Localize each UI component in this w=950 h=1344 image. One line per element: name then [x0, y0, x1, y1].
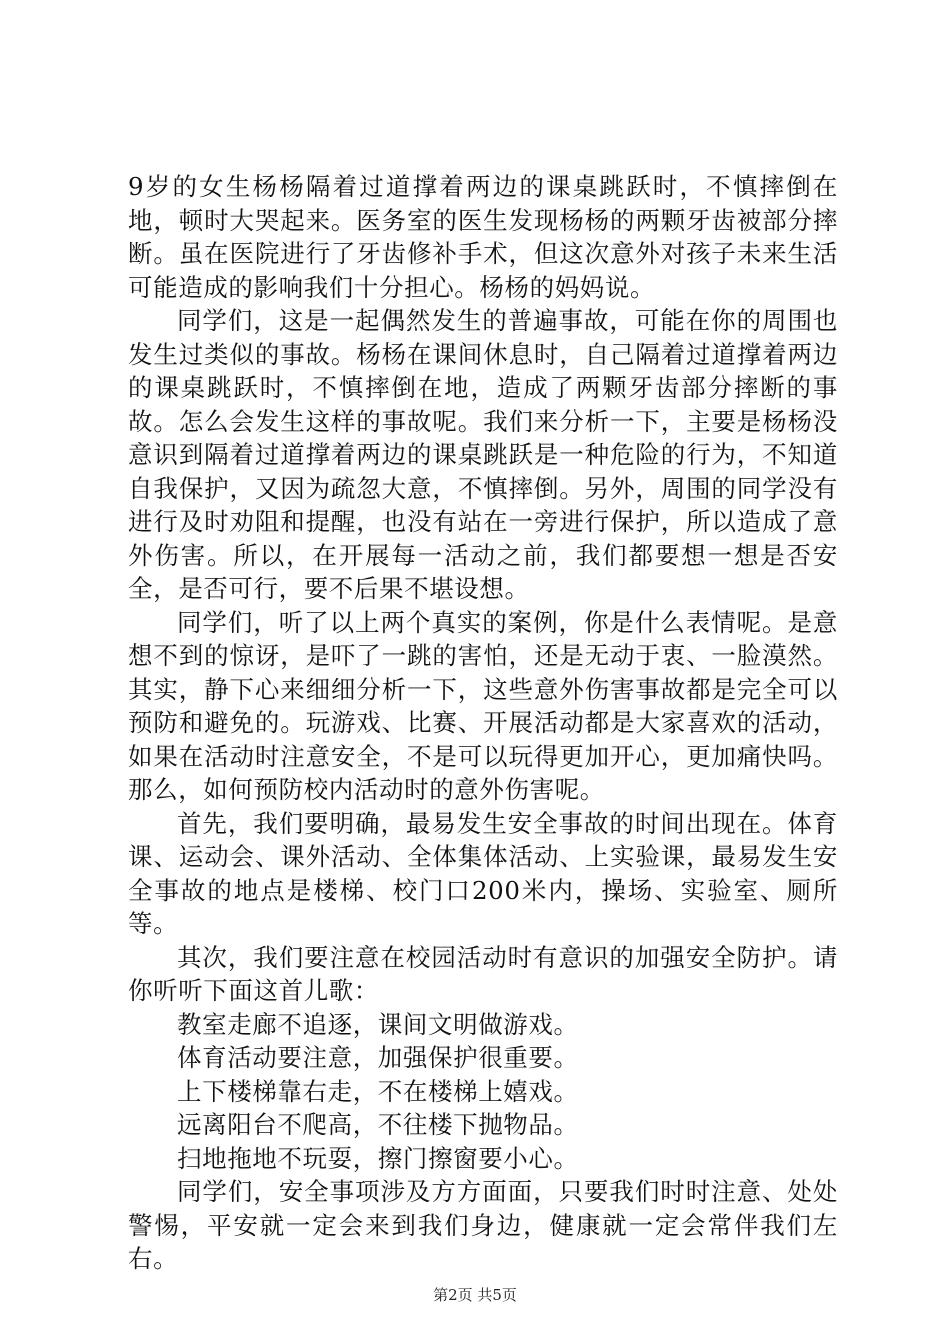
document-body [128, 170, 838, 1276]
paragraph-conclusion: 同学们，安全事项涉及方方面面，只要我们时时注意、处处警惕，平安就一定会来到我们身边，健康就一定会常伴我们左右。 [128, 1177, 838, 1273]
rhyme-line-4: 远离阳台不爬高，不往楼下抛物品。 [177, 1110, 579, 1139]
paragraph-case-description: 9岁的女生杨杨隔着过道撑着两边的课桌跳跃时，不慎摔倒在地，顿时大哭起来。医务室的医生发现杨杨的两颗牙齿被部分摔断。虽在医院进行了牙齿修补手术，但这次意外对孩子未来生活可能造成的影响我们十分担心。杨杨的妈妈说。 [128, 172, 838, 302]
page-footer: 第2页 共5页 [433, 1286, 517, 1304]
paragraph-reflection: 同学们，听了以上两个真实的案例，你是什么表情呢。是意想不到的惊讶，是吓了一跳的害怕，还是无动于衷、一脸漠然。其实，静下心来细细分析一下，这些意外伤害事故都是完全可以预防和避免的。玩游戏、比赛、开展活动都是大家喜欢的活动，如果在活动时注意安全，不是可以玩得更加开心，更加痛快吗。那么，如何预防校内活动时的意外伤害呢。 [128, 607, 838, 804]
rhyme-line-5: 扫地拖地不玩耍，擦门擦窗要小心。 [177, 1143, 579, 1173]
paragraph-first-point: 首先，我们要明确，最易发生安全事故的时间出现在。体育课、运动会、课外活动、全体集体活动、上实验课，最易发生安全事故的地点是楼梯、校门口200米内，操场、实验室、厕所等。 [128, 808, 838, 938]
paragraph-second-point: 其次，我们要注意在校园活动时有意识的加强安全防护。请你听听下面这首儿歌： [128, 942, 838, 1005]
rhyme-line-2: 体育活动要注意，加强保护很重要。 [177, 1043, 579, 1072]
rhyme-line-1: 教室走廊不追逐，课间文明做游戏。 [177, 1009, 579, 1039]
paragraph-case-analysis: 同学们，这是一起偶然发生的普遍事故，可能在你的周围也发生过类似的事故。杨杨在课间休息时，自己隔着过道撑着两边的课桌跳跃时，不慎摔倒在地，造成了两颗牙齿部分摔断的事故。怎么会发生这样的事故呢。我们来分析一下，主要是杨杨没意识到隔着过道撑着两边的课桌跳跃是一种危险的行为，不知道自我保护，又因为疏忽大意，不慎摔倒。另外，周围的同学没有进行及时劝阻和提醒，也没有站在一旁进行保护，所以造成了意外伤害。所以，在开展每一活动之前，我们都要想一想是否安全，是否可行，要不后果不堪设想。 [128, 306, 838, 603]
rhyme-line-3: 上下楼梯靠右走，不在楼梯上嬉戏。 [177, 1076, 579, 1106]
